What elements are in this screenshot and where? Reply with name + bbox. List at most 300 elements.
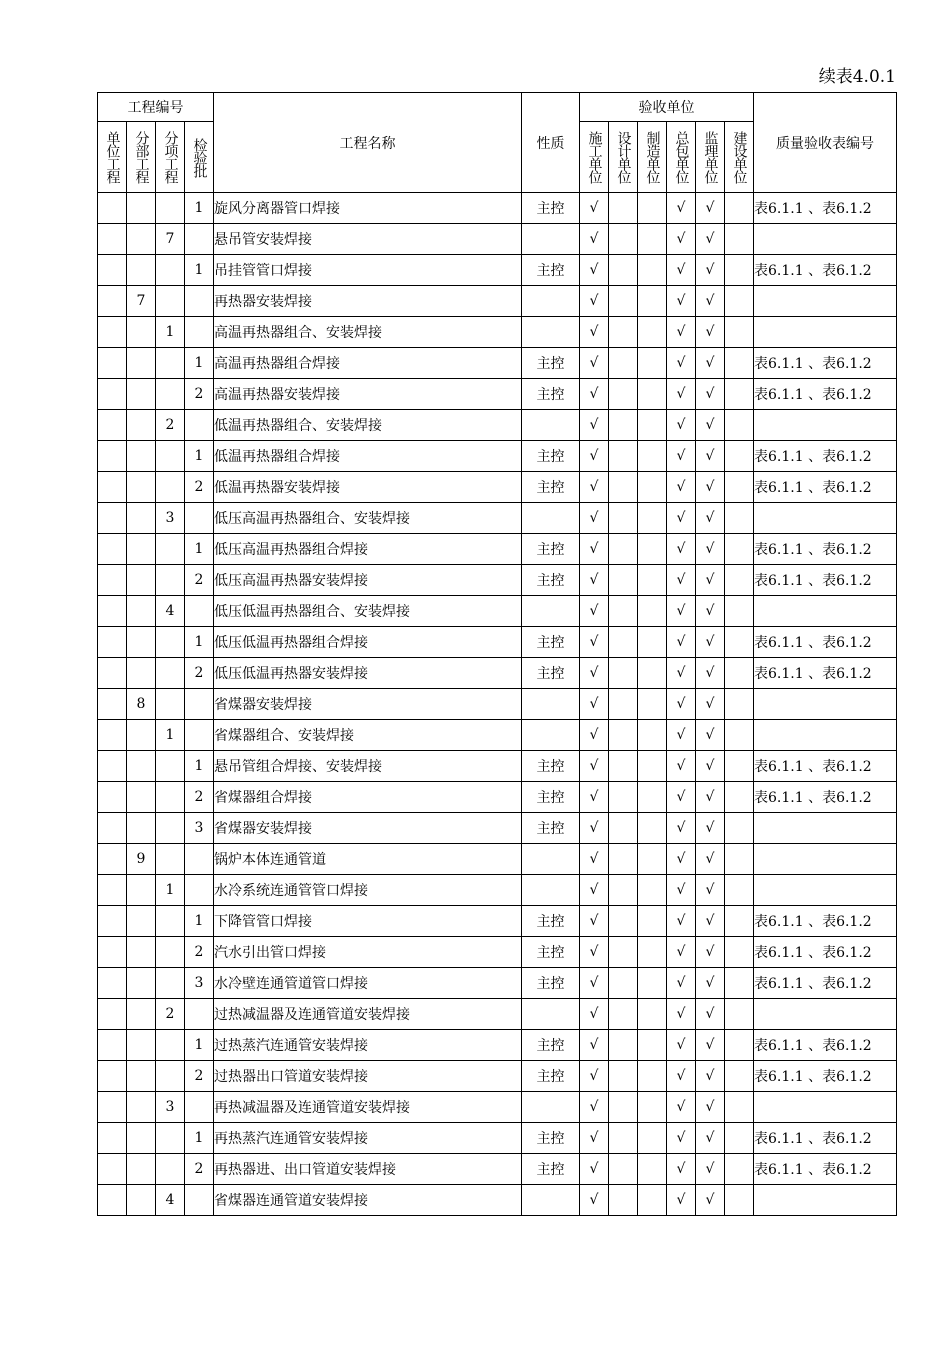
check-construction-cell: √ bbox=[580, 534, 609, 565]
batch-number-cell: 1 bbox=[185, 906, 214, 937]
check-owner-cell bbox=[725, 658, 754, 689]
header-construction-unit: 施工单位 bbox=[586, 131, 603, 183]
check-supervision-cell: √ bbox=[696, 999, 725, 1030]
check-supervision-cell: √ bbox=[696, 348, 725, 379]
check-construction-cell: √ bbox=[580, 937, 609, 968]
sub-number-cell bbox=[127, 255, 156, 286]
unit-number-cell bbox=[98, 999, 127, 1030]
project-name-cell: 吊挂管管口焊接 bbox=[214, 255, 522, 286]
project-name-cell: 低压低温再热器组合焊接 bbox=[214, 627, 522, 658]
check-supervision-cell: √ bbox=[696, 1030, 725, 1061]
check-manufacture-cell bbox=[638, 255, 667, 286]
table-row bbox=[98, 410, 897, 441]
sub-number-cell bbox=[127, 348, 156, 379]
check-general-cell: √ bbox=[667, 751, 696, 782]
check-supervision-cell: √ bbox=[696, 1185, 725, 1216]
item-number-cell bbox=[156, 348, 185, 379]
project-name-cell: 低压低温再热器组合、安装焊接 bbox=[214, 596, 522, 627]
check-general-cell: √ bbox=[667, 906, 696, 937]
check-owner-cell bbox=[725, 999, 754, 1030]
nature-cell bbox=[522, 999, 580, 1030]
header-acceptance-units: 验收单位 bbox=[580, 93, 754, 122]
header-owner-unit: 建设单位 bbox=[731, 131, 748, 183]
check-design-cell bbox=[609, 565, 638, 596]
check-supervision-cell: √ bbox=[696, 751, 725, 782]
nature-cell bbox=[522, 317, 580, 348]
check-manufacture-cell bbox=[638, 379, 667, 410]
check-general-cell: √ bbox=[667, 782, 696, 813]
check-design-cell bbox=[609, 782, 638, 813]
table-row bbox=[98, 937, 897, 968]
batch-number-cell: 1 bbox=[185, 255, 214, 286]
table-row bbox=[98, 379, 897, 410]
nature-cell: 主控 bbox=[522, 813, 580, 844]
nature-cell bbox=[522, 844, 580, 875]
form-number-cell: 表6.1.1 、表6.1.2 bbox=[754, 968, 897, 999]
item-number-cell: 3 bbox=[156, 503, 185, 534]
check-design-cell bbox=[609, 503, 638, 534]
check-supervision-cell: √ bbox=[696, 875, 725, 906]
sub-number-cell bbox=[127, 627, 156, 658]
check-manufacture-cell bbox=[638, 1154, 667, 1185]
unit-number-cell bbox=[98, 224, 127, 255]
header-item-project: 分项工程 bbox=[162, 131, 179, 183]
check-supervision-cell: √ bbox=[696, 813, 725, 844]
check-owner-cell bbox=[725, 1123, 754, 1154]
check-supervision-cell: √ bbox=[696, 937, 725, 968]
check-design-cell bbox=[609, 875, 638, 906]
batch-number-cell: 2 bbox=[185, 1061, 214, 1092]
nature-cell bbox=[522, 410, 580, 441]
check-manufacture-cell bbox=[638, 317, 667, 348]
unit-number-cell bbox=[98, 1123, 127, 1154]
nature-cell: 主控 bbox=[522, 627, 580, 658]
table-row bbox=[98, 503, 897, 534]
sub-number-cell bbox=[127, 379, 156, 410]
check-design-cell bbox=[609, 224, 638, 255]
project-name-cell: 低温再热器组合焊接 bbox=[214, 441, 522, 472]
check-owner-cell bbox=[725, 689, 754, 720]
check-general-cell: √ bbox=[667, 1092, 696, 1123]
check-owner-cell bbox=[725, 906, 754, 937]
check-construction-cell: √ bbox=[580, 503, 609, 534]
check-construction-cell: √ bbox=[580, 472, 609, 503]
batch-number-cell bbox=[185, 875, 214, 906]
table-row bbox=[98, 844, 897, 875]
sub-number-cell: 9 bbox=[127, 844, 156, 875]
sub-number-cell bbox=[127, 813, 156, 844]
check-design-cell bbox=[609, 968, 638, 999]
check-owner-cell bbox=[725, 286, 754, 317]
sub-number-cell bbox=[127, 751, 156, 782]
sub-number-cell bbox=[127, 875, 156, 906]
form-number-cell: 表6.1.1 、表6.1.2 bbox=[754, 1154, 897, 1185]
form-number-cell bbox=[754, 875, 897, 906]
item-number-cell: 1 bbox=[156, 317, 185, 348]
form-number-cell: 表6.1.1 、表6.1.2 bbox=[754, 472, 897, 503]
item-number-cell: 4 bbox=[156, 596, 185, 627]
nature-cell: 主控 bbox=[522, 658, 580, 689]
check-owner-cell bbox=[725, 1185, 754, 1216]
check-manufacture-cell bbox=[638, 224, 667, 255]
project-name-cell: 低温再热器组合、安装焊接 bbox=[214, 410, 522, 441]
check-design-cell bbox=[609, 317, 638, 348]
check-manufacture-cell bbox=[638, 658, 667, 689]
unit-number-cell bbox=[98, 379, 127, 410]
form-number-cell: 表6.1.1 、表6.1.2 bbox=[754, 937, 897, 968]
check-owner-cell bbox=[725, 503, 754, 534]
check-construction-cell: √ bbox=[580, 348, 609, 379]
check-supervision-cell: √ bbox=[696, 1123, 725, 1154]
check-construction-cell: √ bbox=[580, 255, 609, 286]
table-row bbox=[98, 534, 897, 565]
check-general-cell: √ bbox=[667, 193, 696, 224]
check-supervision-cell: √ bbox=[696, 379, 725, 410]
batch-number-cell: 3 bbox=[185, 968, 214, 999]
nature-cell: 主控 bbox=[522, 1123, 580, 1154]
unit-number-cell bbox=[98, 1154, 127, 1185]
nature-cell bbox=[522, 224, 580, 255]
check-design-cell bbox=[609, 937, 638, 968]
check-owner-cell bbox=[725, 844, 754, 875]
project-name-cell: 过热减温器及连通管道安装焊接 bbox=[214, 999, 522, 1030]
nature-cell bbox=[522, 689, 580, 720]
batch-number-cell: 3 bbox=[185, 813, 214, 844]
check-manufacture-cell bbox=[638, 1123, 667, 1154]
unit-number-cell bbox=[98, 968, 127, 999]
check-supervision-cell: √ bbox=[696, 689, 725, 720]
item-number-cell bbox=[156, 937, 185, 968]
check-design-cell bbox=[609, 410, 638, 441]
check-owner-cell bbox=[725, 875, 754, 906]
check-owner-cell bbox=[725, 1030, 754, 1061]
check-construction-cell: √ bbox=[580, 1092, 609, 1123]
check-construction-cell: √ bbox=[580, 999, 609, 1030]
project-name-cell: 再热器进、出口管道安装焊接 bbox=[214, 1154, 522, 1185]
header-sub-project: 分部工程 bbox=[133, 131, 150, 183]
sub-number-cell bbox=[127, 1061, 156, 1092]
sub-number-cell bbox=[127, 1123, 156, 1154]
header-general-contractor: 总包单位 bbox=[673, 131, 690, 183]
check-owner-cell bbox=[725, 596, 754, 627]
check-design-cell bbox=[609, 441, 638, 472]
sub-number-cell bbox=[127, 782, 156, 813]
check-general-cell: √ bbox=[667, 1030, 696, 1061]
batch-number-cell bbox=[185, 224, 214, 255]
check-design-cell bbox=[609, 379, 638, 410]
form-number-cell: 表6.1.1 、表6.1.2 bbox=[754, 906, 897, 937]
check-construction-cell: √ bbox=[580, 224, 609, 255]
item-number-cell bbox=[156, 472, 185, 503]
unit-number-cell bbox=[98, 875, 127, 906]
form-number-cell: 表6.1.1 、表6.1.2 bbox=[754, 751, 897, 782]
table-row bbox=[98, 782, 897, 813]
unit-number-cell bbox=[98, 317, 127, 348]
batch-number-cell bbox=[185, 503, 214, 534]
check-owner-cell bbox=[725, 224, 754, 255]
table-row bbox=[98, 999, 897, 1030]
item-number-cell: 2 bbox=[156, 410, 185, 441]
table-row bbox=[98, 472, 897, 503]
check-design-cell bbox=[609, 844, 638, 875]
check-general-cell: √ bbox=[667, 379, 696, 410]
batch-number-cell: 1 bbox=[185, 1123, 214, 1154]
check-supervision-cell: √ bbox=[696, 596, 725, 627]
form-number-cell bbox=[754, 844, 897, 875]
sub-number-cell bbox=[127, 596, 156, 627]
table-row bbox=[98, 968, 897, 999]
sub-number-cell bbox=[127, 937, 156, 968]
project-name-cell: 汽水引出管口焊接 bbox=[214, 937, 522, 968]
sub-number-cell bbox=[127, 193, 156, 224]
check-design-cell bbox=[609, 689, 638, 720]
check-supervision-cell: √ bbox=[696, 1092, 725, 1123]
check-manufacture-cell bbox=[638, 1092, 667, 1123]
batch-number-cell: 2 bbox=[185, 472, 214, 503]
check-construction-cell: √ bbox=[580, 441, 609, 472]
nature-cell: 主控 bbox=[522, 565, 580, 596]
check-manufacture-cell bbox=[638, 720, 667, 751]
check-construction-cell: √ bbox=[580, 658, 609, 689]
table-row bbox=[98, 565, 897, 596]
unit-number-cell bbox=[98, 689, 127, 720]
project-name-cell: 省煤器安装焊接 bbox=[214, 813, 522, 844]
project-name-cell: 再热蒸汽连通管安装焊接 bbox=[214, 1123, 522, 1154]
header-project-name: 工程名称 bbox=[214, 93, 522, 193]
check-design-cell bbox=[609, 1061, 638, 1092]
check-manufacture-cell bbox=[638, 689, 667, 720]
check-supervision-cell: √ bbox=[696, 658, 725, 689]
check-supervision-cell: √ bbox=[696, 286, 725, 317]
unit-number-cell bbox=[98, 1185, 127, 1216]
unit-number-cell bbox=[98, 906, 127, 937]
form-number-cell bbox=[754, 286, 897, 317]
nature-cell bbox=[522, 503, 580, 534]
check-construction-cell: √ bbox=[580, 720, 609, 751]
nature-cell: 主控 bbox=[522, 534, 580, 565]
sub-number-cell bbox=[127, 565, 156, 596]
check-supervision-cell: √ bbox=[696, 441, 725, 472]
check-construction-cell: √ bbox=[580, 286, 609, 317]
sub-number-cell bbox=[127, 720, 156, 751]
check-supervision-cell: √ bbox=[696, 503, 725, 534]
project-name-cell: 高温再热器安装焊接 bbox=[214, 379, 522, 410]
table-row bbox=[98, 1185, 897, 1216]
batch-number-cell bbox=[185, 1185, 214, 1216]
unit-number-cell bbox=[98, 782, 127, 813]
acceptance-table bbox=[97, 92, 897, 1216]
form-number-cell bbox=[754, 410, 897, 441]
batch-number-cell bbox=[185, 1092, 214, 1123]
table-row bbox=[98, 658, 897, 689]
check-general-cell: √ bbox=[667, 937, 696, 968]
unit-number-cell bbox=[98, 658, 127, 689]
check-design-cell bbox=[609, 193, 638, 224]
batch-number-cell bbox=[185, 844, 214, 875]
check-supervision-cell: √ bbox=[696, 906, 725, 937]
check-construction-cell: √ bbox=[580, 379, 609, 410]
check-general-cell: √ bbox=[667, 1123, 696, 1154]
check-general-cell: √ bbox=[667, 627, 696, 658]
check-supervision-cell: √ bbox=[696, 627, 725, 658]
project-name-cell: 省煤器连通管道安装焊接 bbox=[214, 1185, 522, 1216]
check-construction-cell: √ bbox=[580, 813, 609, 844]
table-row bbox=[98, 1092, 897, 1123]
project-name-cell: 省煤器组合、安装焊接 bbox=[214, 720, 522, 751]
table-row bbox=[98, 224, 897, 255]
table-row bbox=[98, 255, 897, 286]
nature-cell: 主控 bbox=[522, 255, 580, 286]
batch-number-cell: 1 bbox=[185, 1030, 214, 1061]
check-manufacture-cell bbox=[638, 410, 667, 441]
check-owner-cell bbox=[725, 565, 754, 596]
table-row bbox=[98, 441, 897, 472]
unit-number-cell bbox=[98, 410, 127, 441]
check-design-cell bbox=[609, 720, 638, 751]
check-construction-cell: √ bbox=[580, 844, 609, 875]
item-number-cell bbox=[156, 813, 185, 844]
item-number-cell: 1 bbox=[156, 720, 185, 751]
check-general-cell: √ bbox=[667, 1154, 696, 1185]
check-construction-cell: √ bbox=[580, 968, 609, 999]
project-name-cell: 过热器出口管道安装焊接 bbox=[214, 1061, 522, 1092]
form-number-cell: 表6.1.1 、表6.1.2 bbox=[754, 441, 897, 472]
item-number-cell bbox=[156, 689, 185, 720]
check-construction-cell: √ bbox=[580, 410, 609, 441]
check-owner-cell bbox=[725, 472, 754, 503]
nature-cell bbox=[522, 875, 580, 906]
unit-number-cell bbox=[98, 534, 127, 565]
table-row bbox=[98, 1061, 897, 1092]
check-manufacture-cell bbox=[638, 503, 667, 534]
project-name-cell: 低压高温再热器组合焊接 bbox=[214, 534, 522, 565]
item-number-cell bbox=[156, 751, 185, 782]
item-number-cell: 1 bbox=[156, 875, 185, 906]
check-construction-cell: √ bbox=[580, 317, 609, 348]
project-name-cell: 过热蒸汽连通管安装焊接 bbox=[214, 1030, 522, 1061]
form-number-cell bbox=[754, 1185, 897, 1216]
check-manufacture-cell bbox=[638, 441, 667, 472]
check-owner-cell bbox=[725, 379, 754, 410]
check-manufacture-cell bbox=[638, 875, 667, 906]
nature-cell: 主控 bbox=[522, 968, 580, 999]
unit-number-cell bbox=[98, 844, 127, 875]
check-general-cell: √ bbox=[667, 255, 696, 286]
check-design-cell bbox=[609, 658, 638, 689]
item-number-cell bbox=[156, 968, 185, 999]
check-owner-cell bbox=[725, 627, 754, 658]
project-name-cell: 省煤器组合焊接 bbox=[214, 782, 522, 813]
item-number-cell bbox=[156, 658, 185, 689]
project-name-cell: 下降管管口焊接 bbox=[214, 906, 522, 937]
batch-number-cell: 1 bbox=[185, 348, 214, 379]
check-construction-cell: √ bbox=[580, 875, 609, 906]
form-number-cell bbox=[754, 503, 897, 534]
form-number-cell bbox=[754, 596, 897, 627]
check-supervision-cell: √ bbox=[696, 968, 725, 999]
header-form-number: 质量验收表编号 bbox=[754, 93, 897, 193]
form-number-cell bbox=[754, 813, 897, 844]
check-supervision-cell: √ bbox=[696, 565, 725, 596]
check-construction-cell: √ bbox=[580, 565, 609, 596]
item-number-cell: 7 bbox=[156, 224, 185, 255]
item-number-cell bbox=[156, 255, 185, 286]
form-number-cell bbox=[754, 999, 897, 1030]
unit-number-cell bbox=[98, 286, 127, 317]
check-manufacture-cell bbox=[638, 937, 667, 968]
item-number-cell bbox=[156, 844, 185, 875]
check-owner-cell bbox=[725, 534, 754, 565]
item-number-cell bbox=[156, 286, 185, 317]
check-construction-cell: √ bbox=[580, 689, 609, 720]
header-supervision-unit: 监理单位 bbox=[702, 131, 719, 183]
header-project-number: 工程编号 bbox=[98, 93, 214, 122]
item-number-cell bbox=[156, 193, 185, 224]
table-row bbox=[98, 596, 897, 627]
check-manufacture-cell bbox=[638, 348, 667, 379]
sub-number-cell bbox=[127, 1185, 156, 1216]
check-owner-cell bbox=[725, 782, 754, 813]
check-supervision-cell: √ bbox=[696, 844, 725, 875]
batch-number-cell bbox=[185, 596, 214, 627]
check-design-cell bbox=[609, 1123, 638, 1154]
form-number-cell: 表6.1.1 、表6.1.2 bbox=[754, 348, 897, 379]
form-number-cell: 表6.1.1 、表6.1.2 bbox=[754, 1123, 897, 1154]
project-name-cell: 再热减温器及连通管道安装焊接 bbox=[214, 1092, 522, 1123]
header-manufacture-unit: 制造单位 bbox=[644, 131, 661, 183]
check-construction-cell: √ bbox=[580, 1061, 609, 1092]
batch-number-cell: 2 bbox=[185, 782, 214, 813]
table-row bbox=[98, 193, 897, 224]
form-number-cell bbox=[754, 689, 897, 720]
check-owner-cell bbox=[725, 441, 754, 472]
check-owner-cell bbox=[725, 751, 754, 782]
check-construction-cell: √ bbox=[580, 906, 609, 937]
sub-number-cell bbox=[127, 441, 156, 472]
check-general-cell: √ bbox=[667, 813, 696, 844]
project-name-cell: 锅炉本体连通管道 bbox=[214, 844, 522, 875]
table-row bbox=[98, 1154, 897, 1185]
sub-number-cell bbox=[127, 1030, 156, 1061]
form-number-cell: 表6.1.1 、表6.1.2 bbox=[754, 1030, 897, 1061]
check-design-cell bbox=[609, 534, 638, 565]
header-inspection-batch: 检验批 bbox=[191, 137, 208, 177]
continued-table-label: 续表4.0.1 bbox=[818, 67, 896, 87]
sub-number-cell bbox=[127, 410, 156, 441]
item-number-cell bbox=[156, 441, 185, 472]
item-number-cell bbox=[156, 1154, 185, 1185]
check-owner-cell bbox=[725, 410, 754, 441]
batch-number-cell: 2 bbox=[185, 379, 214, 410]
header-unit-project: 单位工程 bbox=[104, 131, 121, 183]
check-general-cell: √ bbox=[667, 534, 696, 565]
nature-cell: 主控 bbox=[522, 348, 580, 379]
check-construction-cell: √ bbox=[580, 1154, 609, 1185]
nature-cell bbox=[522, 596, 580, 627]
nature-cell bbox=[522, 1092, 580, 1123]
item-number-cell bbox=[156, 1030, 185, 1061]
check-owner-cell bbox=[725, 968, 754, 999]
unit-number-cell bbox=[98, 720, 127, 751]
check-manufacture-cell bbox=[638, 627, 667, 658]
check-owner-cell bbox=[725, 317, 754, 348]
check-construction-cell: √ bbox=[580, 627, 609, 658]
check-construction-cell: √ bbox=[580, 1185, 609, 1216]
table-row bbox=[98, 720, 897, 751]
header-nature: 性质 bbox=[522, 93, 580, 193]
check-general-cell: √ bbox=[667, 689, 696, 720]
unit-number-cell bbox=[98, 627, 127, 658]
